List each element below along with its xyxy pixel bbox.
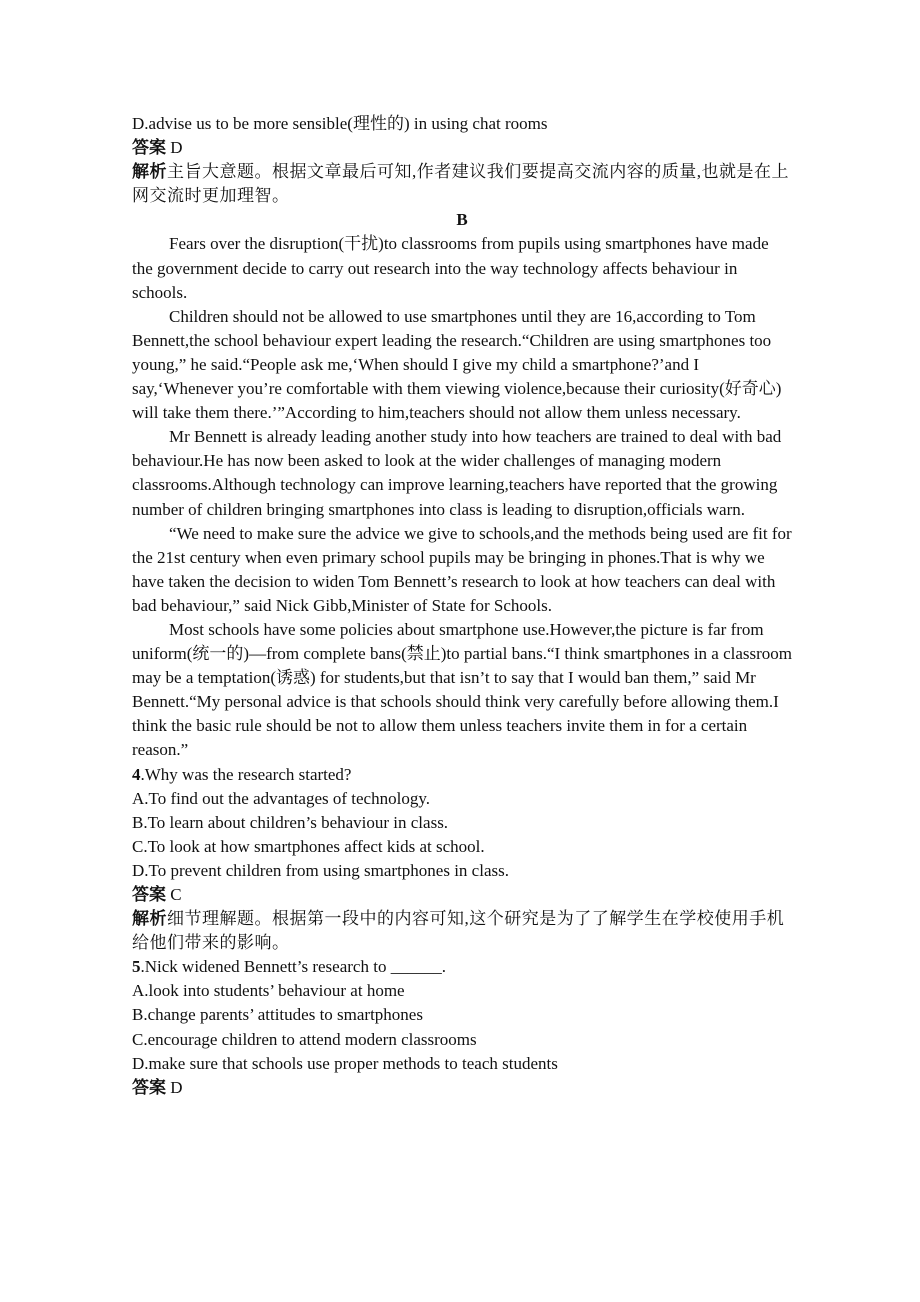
- analysis-text: 细节理解题。根据第一段中的内容可知,这个研究是为了了解学生在学校使用手机给他们带来的影响。: [132, 909, 785, 953]
- document-page: [132, 112, 792, 1100]
- answer-value: D: [170, 138, 183, 158]
- question-text: .Nick widened Bennett’s research to ______.: [140, 957, 446, 977]
- question-4-option-b: B.To learn about children’s behaviour in class.: [132, 812, 449, 832]
- prev-analysis: [132, 160, 792, 208]
- question-4-option-a: A.To find out the advantages of technology.: [132, 788, 430, 808]
- answer-value: D: [170, 1077, 183, 1097]
- answer-label: 答案: [132, 885, 166, 904]
- question-number: 5: [132, 957, 141, 977]
- question-4-option-c: C.To look at how smartphones affect kids at school.: [132, 836, 485, 856]
- passage-paragraph-3: Mr Bennett is already leading another study into how teachers are trained to deal with bad behaviour.He has now been asked to look at the wider challenges of managing modern classrooms.Although technology can improve learning,teachers have reported that the growing number of children bringing smartphones into class is leading to disruption,officials warn.: [132, 427, 782, 519]
- question-4-answer: [132, 883, 792, 907]
- answer-label: 答案: [132, 138, 166, 158]
- question-5-option-a: A.look into students’ behaviour at home: [132, 981, 405, 1001]
- question-5-option-b: B.change parents’ attitudes to smartphones: [132, 1005, 423, 1025]
- answer-label: 答案: [132, 1077, 166, 1097]
- passage-paragraph-2: Children should not be allowed to use smartphones until they are 16,according to Tom Bennett,the school behaviour expert leading the research.“Children are using smartphones too young,” he said.“People ask me,‘When should I give my child a smartphone?’and I say,‘Whenever you’re comfortable with them viewing violence,because their curiosity(好奇心) will take them there.’”According to him,teachers should not allow them unless necessary.: [132, 306, 782, 423]
- analysis-label: 解析: [132, 909, 167, 929]
- section-title: B: [456, 210, 468, 230]
- passage-paragraph-1: Fears over the disruption(干扰)to classrooms from pupils using smartphones have made the government decide to carry out research into the way technology affects behaviour in schools.: [132, 234, 769, 302]
- question-5-option-d: D.make sure that schools use proper methods to teach students: [132, 1053, 558, 1073]
- question-4-option-d: D.To prevent children from using smartphones in class.: [132, 860, 509, 880]
- question-4-analysis: [132, 907, 792, 955]
- question-5-answer: [132, 1076, 792, 1100]
- question-5-option-c: C.encourage children to attend modern classrooms: [132, 1029, 477, 1049]
- question-text: .Why was the research started?: [140, 764, 352, 784]
- question-number: 4: [132, 764, 141, 784]
- prev-answer: [132, 136, 792, 160]
- prev-option-d: D.advise us to be more sensible(理性的) in using chat rooms: [132, 114, 548, 133]
- analysis-text: 主旨大意题。根据文章最后可知,作者建议我们要提高交流内容的质量,也就是在上网交流时更加理智。: [132, 162, 789, 206]
- analysis-label: 解析: [132, 162, 167, 182]
- answer-value: C: [170, 885, 182, 904]
- passage-paragraph-4: “We need to make sure the advice we give to schools,and the methods being used are fit for the 21st century when even primary school pupils may be bringing in phones.That is why we have taken the decision to widen Tom Bennett’s research to look at how teachers can deal with bad behaviour,” said Nick Gibb,Minister of State for Schools.: [132, 523, 792, 615]
- passage-paragraph-5: Most schools have some policies about smartphone use.However,the picture is far from uniform(统一的)—from complete bans(禁止)to partial bans.“I think smartphones in a classroom may be a temptation(诱惑) for students,but that isn’t to say that I would ban them,” said Mr Bennett.“My personal advice is that schools should think very carefully before allowing them.I think the basic rule should be not to allow them unless teachers invite them in for a certain reason.”: [132, 619, 793, 760]
- question-5-stem: [132, 955, 792, 979]
- question-4-stem: [132, 763, 792, 787]
